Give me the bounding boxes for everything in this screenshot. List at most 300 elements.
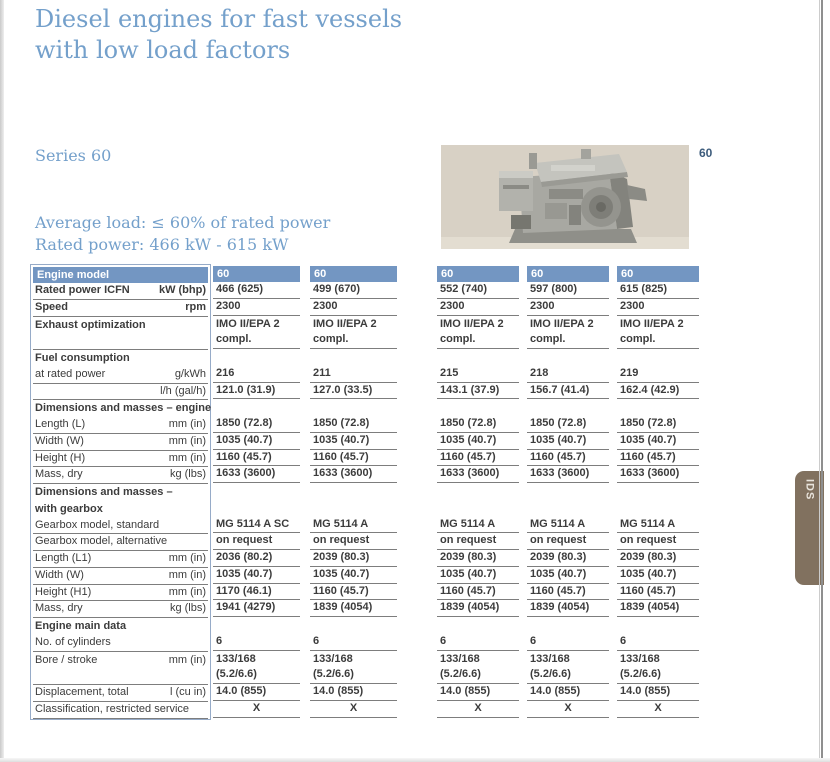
spec-cell bbox=[437, 483, 440, 500]
spec-row-value bbox=[527, 316, 609, 333]
spec-row-value bbox=[527, 466, 609, 483]
spec-cell: X bbox=[474, 701, 482, 714]
spec-cell: 215 bbox=[440, 366, 459, 379]
spec-cell: X bbox=[654, 701, 662, 714]
spec-row-value bbox=[310, 282, 397, 299]
spec-cell: on request bbox=[313, 534, 370, 547]
row-unit: mm (in) bbox=[168, 568, 206, 581]
spec-row-value bbox=[213, 500, 300, 517]
spec-cell bbox=[437, 399, 440, 416]
spec-cell bbox=[617, 349, 620, 366]
spec-row-value bbox=[310, 316, 397, 333]
rated-power-text: Rated power: 466 kW - 615 kW bbox=[35, 235, 289, 254]
spec-row-value bbox=[310, 399, 397, 416]
row-label: Width (W) bbox=[35, 568, 84, 581]
spec-cell: compl. bbox=[216, 333, 252, 346]
spec-row-value bbox=[213, 667, 300, 684]
series-label: Series 60 bbox=[35, 146, 112, 165]
spec-cell: 127.0 (33.5) bbox=[313, 383, 373, 396]
spec-row-value bbox=[437, 684, 519, 701]
spec-cell bbox=[213, 399, 216, 416]
spec-row-value bbox=[527, 533, 609, 550]
row-unit bbox=[206, 702, 208, 718]
spec-cell: 1633 (3600) bbox=[313, 467, 373, 480]
row-unit: l/h (gal/h) bbox=[160, 384, 206, 397]
row-label bbox=[33, 333, 35, 349]
spec-cell bbox=[437, 349, 440, 366]
photo-series-number: 60 bbox=[699, 146, 713, 160]
model-column bbox=[213, 264, 300, 718]
spec-row-value bbox=[617, 684, 699, 701]
spec-row-value bbox=[527, 684, 609, 701]
spec-cell bbox=[213, 483, 216, 500]
spec-cell bbox=[437, 500, 440, 517]
spec-cell: on request bbox=[440, 534, 497, 547]
spec-cell: 1850 (72.8) bbox=[530, 417, 587, 429]
spec-row-value bbox=[617, 299, 699, 316]
spec-cell: 6 bbox=[313, 634, 320, 647]
spec-cell bbox=[527, 500, 530, 517]
spec-cell: 162.4 (42.9) bbox=[620, 383, 680, 396]
spec-row-label bbox=[33, 702, 208, 719]
spec-row-value bbox=[213, 567, 300, 584]
spec-cell: 1839 (4054) bbox=[620, 601, 680, 614]
spec-row-value bbox=[213, 450, 300, 467]
spec-cell: 2300 bbox=[313, 299, 338, 312]
spec-row-value bbox=[310, 450, 397, 467]
spec-row-value bbox=[617, 399, 699, 416]
spec-row-value bbox=[617, 600, 699, 617]
spec-cell bbox=[527, 399, 530, 416]
spec-cell: IMO II/EPA 2 bbox=[620, 317, 684, 330]
spec-cell: 133/168 bbox=[530, 652, 570, 665]
spec-row-value bbox=[527, 282, 609, 299]
spec-row-value bbox=[617, 634, 699, 651]
page-left-edge bbox=[0, 0, 4, 762]
spec-row-value bbox=[213, 584, 300, 601]
spec-cell: 219 bbox=[620, 366, 639, 379]
row-unit bbox=[206, 635, 208, 651]
row-label: Dimensions and masses – engine bbox=[35, 402, 212, 415]
spec-cell: (5.2/6.6) bbox=[440, 668, 481, 681]
spec-row-value bbox=[310, 617, 397, 634]
spec-row-value bbox=[527, 651, 609, 668]
spec-cell bbox=[527, 617, 530, 634]
spec-row-value bbox=[437, 399, 519, 416]
spec-row-value bbox=[213, 299, 300, 316]
row-unit bbox=[206, 317, 208, 334]
spec-cell: 1839 (4054) bbox=[530, 601, 590, 614]
spec-row-value bbox=[310, 667, 397, 684]
spec-cell: 2036 (80.2) bbox=[216, 551, 273, 563]
spec-cell: 597 (800) bbox=[530, 283, 578, 295]
spec-cell: 2300 bbox=[620, 299, 645, 312]
spec-cell: 2300 bbox=[216, 299, 241, 312]
spec-row-value bbox=[310, 349, 397, 366]
spec-cell bbox=[437, 617, 440, 634]
spec-row-label bbox=[33, 568, 208, 585]
row-label: Length (L) bbox=[35, 418, 86, 430]
spec-cell: 1035 (40.7) bbox=[313, 567, 370, 580]
spec-row-value bbox=[437, 600, 519, 617]
spec-cell bbox=[617, 483, 620, 500]
label-column bbox=[30, 264, 211, 720]
load-summary bbox=[35, 212, 330, 256]
row-label: Width (W) bbox=[35, 434, 84, 447]
spec-row-value bbox=[213, 349, 300, 366]
spec-row-value bbox=[213, 701, 300, 718]
spec-row-value bbox=[213, 550, 300, 567]
row-unit bbox=[206, 333, 208, 349]
spec-row-value bbox=[437, 567, 519, 584]
row-unit: mm (in) bbox=[168, 653, 206, 666]
spec-row-value bbox=[310, 684, 397, 701]
row-label: Speed bbox=[35, 300, 69, 313]
spec-row-value bbox=[437, 349, 519, 366]
spec-cell: 615 (825) bbox=[620, 283, 668, 295]
spec-row-value bbox=[617, 383, 699, 400]
spec-row-value bbox=[617, 500, 699, 517]
spec-cell: 1160 (45.7) bbox=[530, 584, 586, 597]
spec-row-value bbox=[527, 500, 609, 517]
spec-row-value bbox=[527, 349, 609, 366]
spec-cell: 1035 (40.7) bbox=[216, 567, 273, 580]
model-column bbox=[617, 264, 699, 718]
spec-cell: 1160 (45.7) bbox=[620, 450, 676, 463]
spec-row-label bbox=[33, 685, 208, 702]
spec-cell: 2039 (80.3) bbox=[313, 551, 370, 563]
engine-illustration bbox=[441, 145, 689, 249]
spec-cell: 14.0 (855) bbox=[216, 685, 267, 697]
page-right-rule bbox=[821, 0, 823, 762]
spec-row-value bbox=[310, 533, 397, 550]
spec-row-value bbox=[527, 450, 609, 467]
row-unit bbox=[206, 534, 208, 550]
row-unit bbox=[206, 501, 208, 518]
spec-row-label bbox=[33, 501, 208, 518]
spec-row-value bbox=[310, 550, 397, 567]
spec-row-value bbox=[213, 617, 300, 634]
spec-row-label bbox=[33, 367, 208, 384]
page-title bbox=[35, 4, 402, 66]
spec-cell: 2039 (80.3) bbox=[620, 551, 677, 563]
spec-cell: 218 bbox=[530, 366, 549, 379]
spec-cell: (5.2/6.6) bbox=[216, 668, 257, 681]
spec-row-value bbox=[617, 567, 699, 584]
spec-cell bbox=[310, 399, 313, 416]
model-header: 60 bbox=[437, 266, 519, 282]
spec-cell: compl. bbox=[313, 333, 349, 346]
spec-row-label bbox=[33, 317, 208, 334]
spec-cell bbox=[213, 349, 216, 366]
model-header: 60 bbox=[310, 266, 397, 282]
spec-row-value bbox=[437, 483, 519, 500]
spec-cell: 133/168 bbox=[440, 652, 480, 665]
page-bottom-edge bbox=[0, 758, 830, 762]
spec-row-value bbox=[617, 349, 699, 366]
spec-cell bbox=[310, 483, 313, 500]
row-unit: mm (in) bbox=[168, 418, 206, 430]
spec-cell: 552 (740) bbox=[440, 283, 488, 295]
spec-cell: X bbox=[252, 701, 261, 714]
spec-cell: 1160 (45.7) bbox=[313, 450, 369, 463]
row-label: at rated power bbox=[35, 367, 106, 380]
spec-row-value bbox=[527, 433, 609, 450]
spec-row-value bbox=[213, 684, 300, 701]
row-unit: mm (in) bbox=[168, 552, 206, 564]
spec-row-value bbox=[310, 483, 397, 500]
spec-cell: 1850 (72.8) bbox=[216, 417, 273, 429]
spec-cell: (5.2/6.6) bbox=[530, 668, 571, 681]
spec-cell: IMO II/EPA 2 bbox=[216, 317, 280, 330]
model-column bbox=[437, 264, 519, 718]
spec-cell: 133/168 bbox=[216, 652, 256, 665]
page-title-line2: with low load factors bbox=[35, 36, 291, 64]
spec-row-value bbox=[617, 483, 699, 500]
spec-cell: 1633 (3600) bbox=[440, 467, 500, 480]
spec-row-value bbox=[617, 550, 699, 567]
row-label bbox=[33, 668, 35, 684]
spec-row-value bbox=[527, 332, 609, 349]
spec-cell bbox=[213, 500, 216, 517]
spec-row-value bbox=[527, 399, 609, 416]
spec-row-value bbox=[213, 651, 300, 668]
spec-cell: compl. bbox=[620, 333, 656, 346]
spec-cell: 2300 bbox=[530, 299, 555, 312]
spec-cell: 1035 (40.7) bbox=[530, 433, 587, 446]
spec-cell: 156.7 (41.4) bbox=[530, 383, 590, 396]
row-label: with gearbox bbox=[35, 502, 103, 515]
spec-cell: 2039 (80.3) bbox=[440, 551, 497, 563]
spec-cell: (5.2/6.6) bbox=[620, 668, 661, 681]
spec-row-value bbox=[310, 634, 397, 651]
spec-row-value bbox=[213, 533, 300, 550]
spec-cell: MG 5114 A SC bbox=[216, 517, 290, 530]
spec-row-value bbox=[437, 500, 519, 517]
row-label: Bore / stroke bbox=[35, 653, 98, 666]
spec-cell bbox=[617, 399, 620, 416]
spec-row-label bbox=[33, 467, 208, 484]
spec-row-value bbox=[617, 617, 699, 634]
spec-row-label bbox=[33, 534, 208, 551]
spec-row-value bbox=[527, 483, 609, 500]
row-unit: kW (bhp) bbox=[158, 284, 206, 296]
spec-row-label bbox=[33, 333, 208, 350]
spec-cell bbox=[617, 617, 620, 634]
spec-cell: 1160 (45.7) bbox=[440, 584, 496, 597]
page-title-line1: Diesel engines for fast vessels bbox=[35, 5, 403, 33]
row-label: Gearbox model, standard bbox=[35, 518, 160, 531]
spec-cell: 1839 (4054) bbox=[440, 601, 500, 614]
spec-cell: 1160 (45.7) bbox=[440, 450, 496, 463]
spec-cell: 133/168 bbox=[620, 652, 660, 665]
row-unit: kg (lbs) bbox=[169, 602, 206, 615]
spec-cell: 216 bbox=[216, 366, 235, 379]
row-label: Rated power ICFN bbox=[35, 284, 130, 296]
spec-cell: MG 5114 A bbox=[440, 517, 496, 530]
spec-cell: IMO II/EPA 2 bbox=[440, 317, 504, 330]
spec-row-value bbox=[213, 282, 300, 299]
row-label: Mass, dry bbox=[35, 468, 83, 481]
spec-row-value bbox=[437, 584, 519, 601]
spec-cell: MG 5114 A bbox=[530, 517, 586, 530]
row-label: Classification, restricted service bbox=[35, 702, 190, 715]
row-label: Length (L1) bbox=[35, 552, 92, 564]
spec-row-value bbox=[437, 332, 519, 349]
spec-cell: 1633 (3600) bbox=[216, 467, 276, 480]
spec-row-label bbox=[33, 518, 208, 535]
row-unit: kg (lbs) bbox=[169, 468, 206, 481]
spec-cell: (5.2/6.6) bbox=[313, 668, 354, 681]
spec-row-value bbox=[437, 416, 519, 433]
spec-row-label bbox=[33, 283, 208, 300]
row-label: Height (H) bbox=[35, 451, 86, 464]
spec-row-value bbox=[310, 383, 397, 400]
spec-row-value bbox=[527, 383, 609, 400]
spec-row-value bbox=[527, 550, 609, 567]
spec-row-value bbox=[310, 416, 397, 433]
spec-cell bbox=[310, 349, 313, 366]
spec-cell: 6 bbox=[620, 634, 627, 647]
spec-cell: 1035 (40.7) bbox=[440, 433, 497, 446]
spec-row-value bbox=[617, 466, 699, 483]
row-label: Engine main data bbox=[35, 620, 127, 632]
spec-row-value bbox=[617, 433, 699, 450]
spec-cell: 1035 (40.7) bbox=[313, 433, 370, 446]
spec-row-value bbox=[437, 667, 519, 684]
spec-cell: 14.0 (855) bbox=[440, 685, 491, 697]
spec-row-value bbox=[527, 667, 609, 684]
spec-row-value bbox=[310, 332, 397, 349]
spec-cell: on request bbox=[620, 534, 677, 547]
spec-row-value bbox=[527, 617, 609, 634]
spec-row-value bbox=[213, 466, 300, 483]
spec-row-label bbox=[33, 551, 208, 568]
spec-cell: MG 5114 A bbox=[620, 517, 676, 530]
spec-cell: 121.0 (31.9) bbox=[216, 383, 276, 396]
spec-cell: 1941 (4279) bbox=[216, 601, 276, 614]
spec-cell: 1035 (40.7) bbox=[440, 567, 497, 580]
spec-row-value bbox=[437, 701, 519, 718]
spec-cell: 1160 (45.7) bbox=[530, 450, 586, 463]
spec-row-value bbox=[437, 282, 519, 299]
spec-row-value bbox=[437, 299, 519, 316]
spec-row-value bbox=[437, 466, 519, 483]
average-load-text: Average load: ≤ 60% of rated power bbox=[35, 213, 331, 232]
spec-row-value bbox=[527, 600, 609, 617]
spec-row-value bbox=[437, 450, 519, 467]
spec-row-label bbox=[33, 668, 208, 685]
spec-row-value bbox=[527, 634, 609, 651]
model-header: 60 bbox=[527, 266, 609, 282]
model-header: 60 bbox=[617, 266, 699, 282]
spec-cell: 1170 (46.1) bbox=[216, 584, 272, 597]
spec-row-value bbox=[527, 416, 609, 433]
spec-cell: 143.1 (37.9) bbox=[440, 383, 500, 396]
spec-cell: X bbox=[564, 701, 572, 714]
spec-row-value bbox=[213, 332, 300, 349]
row-label: Exhaust optimization bbox=[35, 318, 146, 331]
row-unit: mm (in) bbox=[168, 434, 206, 447]
spec-row-label bbox=[33, 400, 212, 417]
spec-cell: 1850 (72.8) bbox=[313, 417, 370, 429]
spec-row-value bbox=[213, 483, 300, 500]
spec-row-value bbox=[213, 316, 300, 333]
spec-row-value bbox=[213, 416, 300, 433]
spec-row-value bbox=[310, 567, 397, 584]
spec-cell: 2039 (80.3) bbox=[530, 551, 587, 563]
row-label: Height (H1) bbox=[35, 585, 92, 598]
spec-row-value bbox=[437, 316, 519, 333]
spec-cell: IMO II/EPA 2 bbox=[313, 317, 377, 330]
row-unit bbox=[206, 668, 208, 684]
spec-cell bbox=[617, 500, 620, 517]
spec-cell: X bbox=[349, 701, 358, 714]
engine-model-header: Engine model bbox=[33, 267, 208, 283]
spec-cell: on request bbox=[216, 534, 273, 547]
model-column bbox=[310, 264, 397, 718]
row-unit bbox=[206, 484, 208, 501]
spec-row-value bbox=[617, 667, 699, 684]
spec-cell bbox=[527, 483, 530, 500]
spec-row-label bbox=[33, 350, 208, 367]
spec-row-value bbox=[527, 701, 609, 718]
spec-cell: MG 5114 A bbox=[313, 517, 369, 530]
spec-row-label bbox=[33, 417, 208, 434]
spec-row-value bbox=[617, 316, 699, 333]
spec-cell: compl. bbox=[530, 333, 566, 346]
spec-cell: IMO II/EPA 2 bbox=[530, 317, 594, 330]
spec-row-value bbox=[213, 366, 300, 383]
spec-cell: 1035 (40.7) bbox=[620, 433, 677, 446]
spec-row-value bbox=[617, 416, 699, 433]
spec-cell: 1850 (72.8) bbox=[620, 417, 677, 429]
spec-row-value bbox=[310, 651, 397, 668]
spec-cell: 1850 (72.8) bbox=[440, 417, 497, 429]
engine-photo bbox=[441, 145, 689, 249]
spec-row-value bbox=[310, 584, 397, 601]
spec-cell: 14.0 (855) bbox=[620, 685, 671, 697]
spec-row-value bbox=[617, 584, 699, 601]
tab-ids-label: IDS bbox=[803, 479, 816, 501]
row-label: Gearbox model, alternative bbox=[35, 535, 168, 548]
spec-row-value bbox=[310, 600, 397, 617]
spec-row-value bbox=[617, 366, 699, 383]
spec-row-value bbox=[527, 567, 609, 584]
row-unit: mm (in) bbox=[168, 585, 206, 598]
spec-cell: compl. bbox=[440, 333, 476, 346]
spec-row-label bbox=[33, 618, 208, 635]
spec-row-value bbox=[617, 282, 699, 299]
spec-row-value bbox=[617, 533, 699, 550]
spec-row-label bbox=[33, 652, 208, 669]
spec-cell: 1035 (40.7) bbox=[216, 433, 273, 446]
spec-cell: 14.0 (855) bbox=[530, 685, 581, 697]
page-right-rule-light bbox=[819, 0, 820, 762]
spec-cell: 1633 (3600) bbox=[530, 467, 590, 480]
spec-cell: 211 bbox=[313, 366, 331, 379]
row-label: Displacement, total bbox=[35, 686, 129, 698]
spec-row-value bbox=[437, 533, 519, 550]
row-label: Mass, dry bbox=[35, 602, 83, 615]
spec-row-value bbox=[213, 399, 300, 416]
spec-cell: 1035 (40.7) bbox=[530, 567, 587, 580]
spec-row-value bbox=[437, 634, 519, 651]
spec-row-value bbox=[310, 299, 397, 316]
model-header: 60 bbox=[213, 266, 300, 282]
spec-cell bbox=[527, 349, 530, 366]
spec-cell bbox=[213, 617, 216, 634]
